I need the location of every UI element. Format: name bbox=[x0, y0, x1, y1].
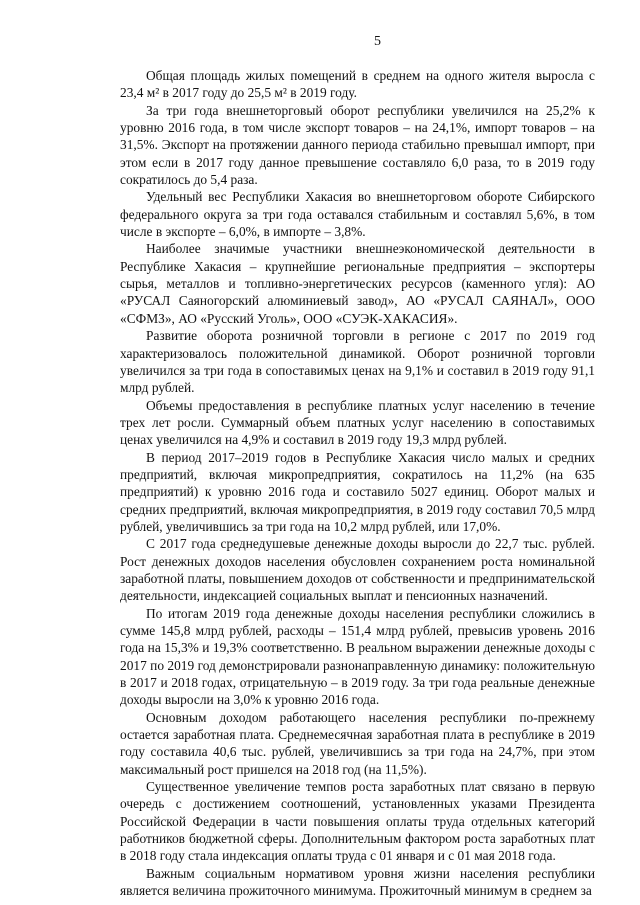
paragraph-wage-growth: Существенное увеличение темпов роста заработных плат связано в первую очередь с достижением соотношений, установленных указами Президента Российской Федерации в части повышения оплаты труда отдельных категорий работников бюджетной сферы. Дополнительным фактором роста заработных плат в 2018 году стала индексация оплаты труда с 01 января и с 01 мая 2018 года. bbox=[120, 779, 595, 864]
paragraph-foreign-trade: За три года внешнеторговый оборот республики увеличился на 25,2% к уровню 2016 года, в том числе экспорт товаров – на 24,1%, импорт товаров – на 31,5%. Экспорт на протяжении данного периода стабильно превышал импорт, при этом если в 2017 году данное превышение составляло 6,0 раза, то в 2019 году сократилось до 5,4 раза. bbox=[120, 102, 595, 188]
paragraph-living-space: Общая площадь жилых помещений в среднем на одного жителя выросла с 23,4 м² в 2017 году до 25,5 м² в 2019 году. bbox=[120, 68, 595, 101]
paragraph-trade-participants: Наиболее значимые участники внешнеэкономической деятельности в Республике Хакасия – крупнейшие региональные предприятия – экспортеры сырья, металлов и топливно-энергетических ресурсов (каменного угля): АО «РУСАЛ Саяногорский алюминиевый завод», АО «РУСАЛ САЯНАЛ», ООО «СФМЗ», АО «Русский Уголь», ООО «СУЭК-ХАКАСИЯ». bbox=[120, 241, 595, 326]
paragraph-retail-trade: Развитие оборота розничной торговли в регионе с 2017 по 2019 год характеризовалось положительной динамикой. Оборот розничной торговли увеличился за три года в сопоставимых ценах на 9,1% и составил в 2019 году 91,1 млрд рублей. bbox=[120, 328, 595, 396]
paragraph-trade-share: Удельный вес Республики Хакасия во внешнеторговом обороте Сибирского федерального округа за три года оставался стабильным и составлял 5,6%, в том числе в экспорте – 6,0%, в импорте – 3,8%. bbox=[120, 189, 595, 240]
paragraph-wages: Основным доходом работающего населения республики по-прежнему остается заработная плата. Среднемесячная заработная плата в республике в 2019 году составила 40,6 тыс. рублей, увеличившись за три года на 24,7%, при этом максимальный рост пришелся на 2018 год (на 11,5%). bbox=[120, 709, 595, 777]
page-number: 5 bbox=[374, 34, 381, 49]
paragraph-paid-services: Объемы предоставления в республике платных услуг населению в течение трех лет росли. Суммарный объем платных услуг населению в сопоставимых ценах увеличился на 4,9% и составил в 2019 году 19,3 млрд рублей. bbox=[120, 397, 595, 448]
paragraph-small-business: В период 2017–2019 годов в Республике Хакасия число малых и средних предприятий, включая микропредприятия, сократилось на 11,2% (на 635 предприятий) к уровню 2016 года и составило 5027 единиц. Оборот малых и средних предприятий, включая микропредприятия, в 2019 году составил 70,5 млрд рублей, увеличившись за три года на 10,2 млрд рублей, или 17,0%. bbox=[120, 449, 595, 534]
paragraph-income-expenses: По итогам 2019 года денежные доходы населения республики сложились в сумме 145,8 млрд рублей, расходы – 151,4 млрд рублей, превысив уровень 2016 года на 15,3% и 19,3% соответственно. В реальном выражении денежные доходы с 2017 по 2019 год демонстрировали разнонаправленную динамику: положительную в 2017 и 2018 годах, отрицательную – в 2019 году. За три года реальные денежные доходы выросли на 3,0% к уровню 2016 года. bbox=[120, 605, 595, 708]
paragraph-subsistence-minimum: Важным социальным нормативом уровня жизни населения республики является величина прожиточного минимума. Прожиточный минимум в среднем за bbox=[120, 865, 595, 899]
paragraph-per-capita-income: С 2017 года среднедушевые денежные доходы выросли до 22,7 тыс. рублей. Рост денежных доходов населения обусловлен сохранением роста номинальной заработной платы, повышением доходов от собственности и предпринимательской деятельности, индексацией социальных выплат и пенсионных назначений. bbox=[120, 536, 595, 604]
